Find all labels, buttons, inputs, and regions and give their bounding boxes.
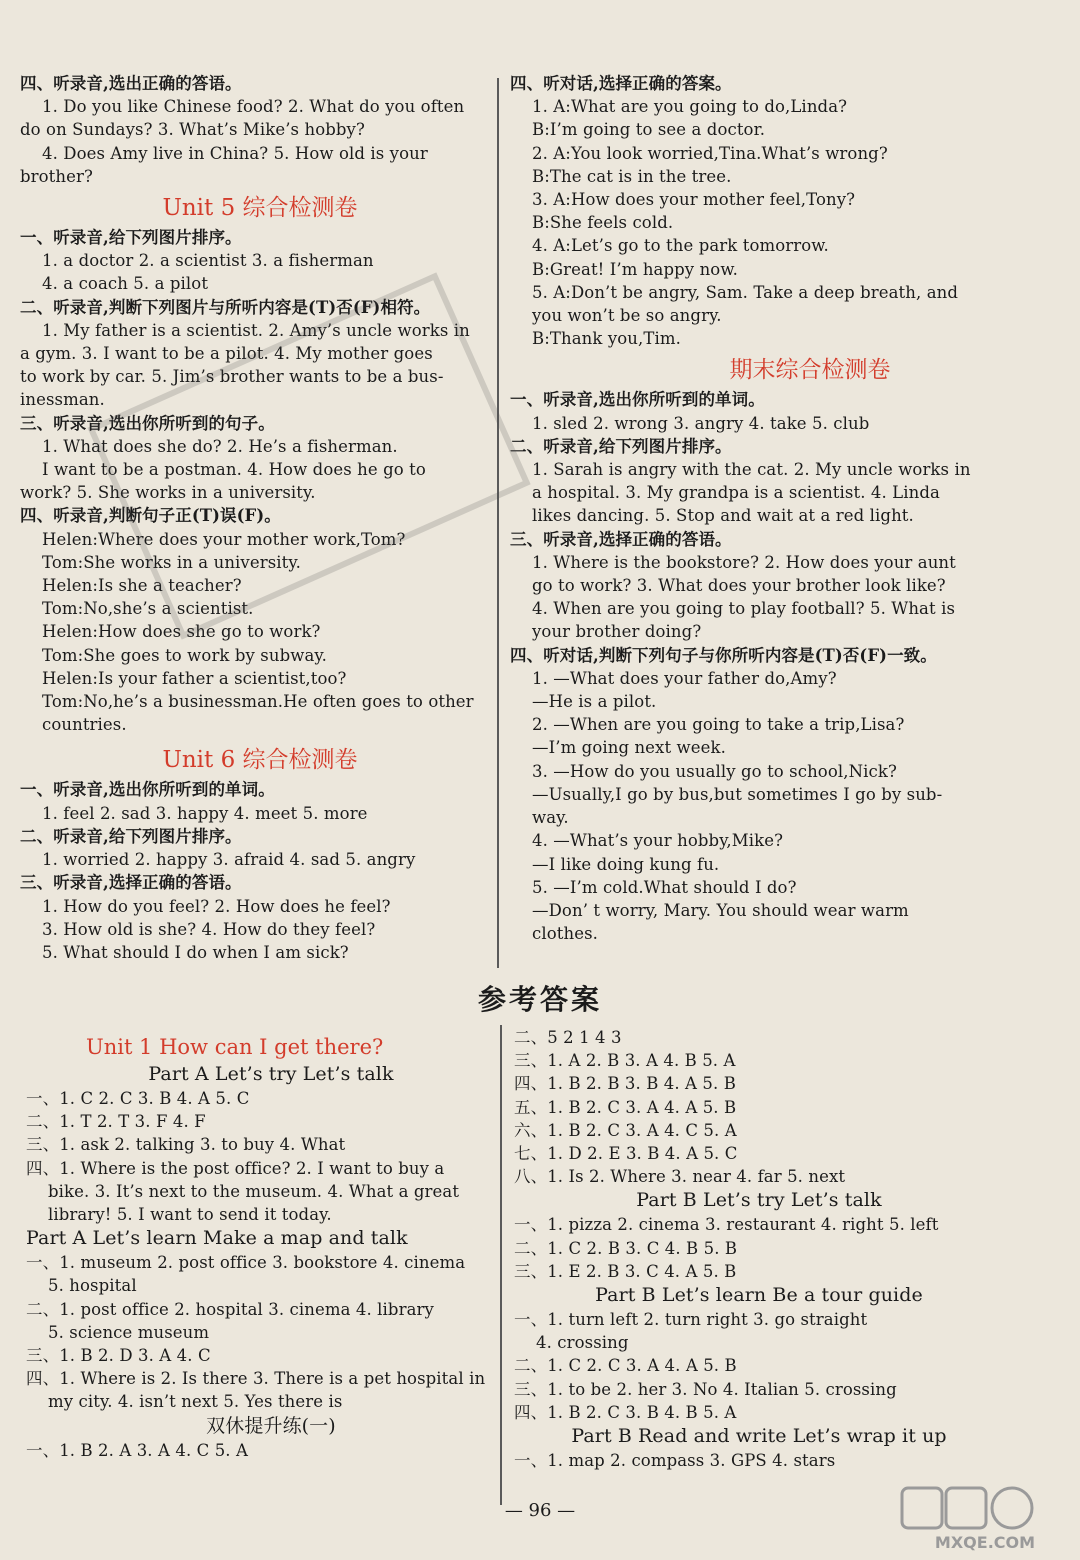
ans-right-line: 二、5 2 1 4 3: [514, 1028, 622, 1047]
left-u6-line: 5. What should I do when I am sick?: [42, 942, 349, 962]
answers-divider: [500, 1025, 502, 1505]
column-divider: [497, 78, 499, 968]
ans-left-line: 二、1. T 2. T 3. F 4. F: [26, 1112, 206, 1132]
right-final-line: likes dancing. 5. Stop and wait at a red light.: [532, 506, 914, 526]
right-final-line: 3. —How do you usually go to school,Nick?: [532, 761, 897, 781]
site-logo-watermark: [900, 1484, 1070, 1554]
ans-left-line: Part A Let’s try Let’s talk: [148, 1063, 394, 1085]
right-final-line: 二、听录音,给下列图片排序。: [510, 436, 732, 456]
left-u5-line: 一、听录音,给下列图片排序。: [20, 228, 242, 248]
right-final-line: 1. Where is the bookstore? 2. How does your aunt: [532, 552, 956, 572]
right-top-line: 4. A:Let’s go to the park tomorrow.: [532, 236, 829, 256]
right-top-line: 3. A:How does your mother feel,Tony?: [532, 190, 856, 210]
ans-left-line: 一、1. B 2. A 3. A 4. C 5. A: [26, 1440, 249, 1460]
ans-right-line: 四、1. B 2. B 3. B 4. A 5. B: [514, 1074, 736, 1094]
left-u5-line: Helen:Where does your mother work,Tom?: [42, 529, 406, 549]
right-top-line: 1. A:What are you going to do,Linda?: [532, 97, 848, 117]
answers-right: [514, 1026, 1004, 1472]
left-u6-line: 1. feel 2. sad 3. happy 4. meet 5. more: [42, 803, 368, 823]
left-u6-line: 1. worried 2. happy 3. afraid 4. sad 5. angry: [42, 850, 416, 870]
left-u5-line: 1. My father is a scientist. 2. Amy’s uncle works in: [42, 320, 470, 340]
right-top-line: 5. A:Don’t be angry, Sam. Take a deep breath, and: [532, 282, 959, 302]
ans-left-line: 双休提升练(一): [206, 1414, 336, 1437]
right-top-line: 2. A:You look worried,Tina.What’s wrong?: [532, 143, 888, 163]
right-top-line: B:Great! I’m happy now.: [532, 259, 738, 279]
final-exam-section: [510, 388, 1000, 945]
left-u5-line: 三、听录音,选出你所听到的句子。: [20, 413, 275, 433]
left-u5-line: work? 5. She works in a university.: [20, 483, 316, 503]
left-top-line: 四、听录音,选出正确的答语。: [20, 74, 242, 93]
right-final-line: —I like doing kung fu.: [532, 854, 720, 874]
answers-unit1-heading: Unit 1 How can I get there?: [86, 1035, 384, 1059]
ans-left-line: 三、1. B 2. D 3. A 4. C: [26, 1346, 211, 1366]
unit6-section: [20, 778, 500, 964]
left-u5-line: Tom:No,she’s a scientist.: [42, 599, 254, 619]
ans-left-line: Part A Let’s learn Make a map and talk: [26, 1227, 408, 1250]
left-u5-line: countries.: [42, 715, 127, 735]
right-final-line: 四、听对话,判断下列句子与你所听内容是(T)否(F)一致。: [510, 645, 937, 665]
right-top-section: [510, 72, 1000, 350]
left-u6-line: 二、听录音,给下列图片排序。: [20, 826, 242, 846]
left-top-line: 4. Does Amy live in China? 5. How old is your: [42, 143, 428, 163]
left-u5-line: inessman.: [20, 390, 105, 410]
left-u5-line: Helen:Is she a teacher?: [42, 576, 242, 596]
ans-right-line: 一、1. map 2. compass 3. GPS 4. stars: [514, 1451, 836, 1471]
right-final-line: 5. —I’m cold.What should I do?: [532, 877, 797, 897]
right-final-line: clothes.: [532, 924, 598, 944]
right-final-line: 三、听录音,选择正确的答语。: [510, 529, 732, 549]
ans-right-line: 四、1. B 2. C 3. B 4. B 5. A: [514, 1402, 737, 1422]
page-number: — 96 —: [504, 1500, 576, 1521]
right-final-line: 4. When are you going to play football? 5. What is: [532, 599, 956, 619]
answers-title: 参考答案: [477, 983, 602, 1016]
right-final-line: —Don’ t worry, Mary. You should wear warm: [532, 900, 909, 920]
right-top-line: B:Thank you,Tim.: [532, 329, 681, 349]
unit5-heading: Unit 5 综合检测卷: [162, 195, 358, 222]
ans-right-line: 六、1. B 2. C 3. A 4. C 5. A: [514, 1120, 737, 1140]
ans-left-line: 5. science museum: [48, 1322, 210, 1342]
right-final-line: your brother doing?: [532, 622, 702, 642]
left-u5-line: Tom:She goes to work by subway.: [42, 645, 327, 665]
ans-left-line: library! 5. I want to send it today.: [48, 1205, 332, 1225]
right-final-line: 4. —What’s your hobby,Mike?: [532, 831, 784, 851]
ans-left-line: 四、1. Where is the post office? 2. I want to buy a: [26, 1158, 445, 1178]
right-final-line: go to work? 3. What does your brother look like?: [532, 576, 946, 596]
right-final-line: 1. sled 2. wrong 3. angry 4. take 5. club: [532, 413, 870, 433]
ans-right-line: 三、1. A 2. B 3. A 4. B 5. A: [514, 1051, 736, 1071]
left-top-section: [20, 72, 500, 188]
left-u5-line: 1. What does she do? 2. He’s a fisherman.: [42, 436, 398, 456]
left-u5-line: a gym. 3. I want to be a pilot. 4. My mother goes: [20, 344, 433, 364]
ans-right-line: 二、1. C 2. B 3. C 4. B 5. B: [514, 1238, 738, 1258]
right-top-line: 四、听对话,选择正确的答案。: [510, 74, 732, 93]
right-final-line: a hospital. 3. My grandpa is a scientist. 4. Linda: [532, 483, 940, 503]
right-top-line: B:I’m going to see a doctor.: [532, 120, 766, 140]
ans-right-line: 三、1. E 2. B 3. C 4. A 5. B: [514, 1261, 737, 1281]
right-final-line: —Usually,I go by bus,but sometimes I go by sub-: [532, 784, 943, 804]
ans-right-line: 4. crossing: [536, 1333, 629, 1353]
right-final-line: way.: [532, 808, 569, 828]
left-u5-line: Helen:How does she go to work?: [42, 622, 321, 642]
ans-left-line: 二、1. post office 2. hospital 3. cinema 4. library: [26, 1299, 434, 1319]
final-exam-heading: 期末综合检测卷: [729, 357, 891, 384]
ans-right-line: 一、1. turn left 2. turn right 3. go straight: [514, 1310, 868, 1330]
ans-left-line: 一、1. C 2. C 3. B 4. A 5. C: [26, 1089, 250, 1108]
left-u6-line: 1. How do you feel? 2. How does he feel?: [42, 896, 391, 916]
ans-left-line: my city. 4. isn’t next 5. Yes there is: [48, 1392, 343, 1412]
left-u6-line: 3. How old is she? 4. How do they feel?: [42, 919, 376, 939]
left-u5-line: 4. a coach 5. a pilot: [42, 274, 209, 294]
left-u5-line: Tom:No,he’s a businessman.He often goes to other: [42, 692, 474, 712]
right-final-line: —He is a pilot.: [532, 692, 657, 712]
left-u5-line: to work by car. 5. Jim’s brother wants to be a bus-: [20, 367, 444, 387]
left-u5-line: I want to be a postman. 4. How does he go to: [42, 460, 426, 480]
right-top-line: B:She feels cold.: [532, 213, 674, 233]
right-final-line: 一、听录音,选出你所听到的单词。: [510, 390, 765, 410]
ans-left-line: bike. 3. It’s next to the museum. 4. What a great: [48, 1181, 460, 1201]
ans-right-line: 七、1. D 2. E 3. B 4. A 5. C: [514, 1144, 738, 1164]
right-final-line: —I’m going next week.: [532, 738, 726, 758]
ans-right-line: 八、1. Is 2. Where 3. near 4. far 5. next: [514, 1167, 846, 1187]
answers-right-list: [514, 1026, 1004, 1472]
ans-left-line: 一、1. museum 2. post office 3. bookstore 4. cinema: [26, 1253, 466, 1273]
ans-right-line: Part B Let’s try Let’s talk: [636, 1189, 882, 1212]
left-top-line: brother?: [20, 166, 93, 186]
left-u5-line: Tom:She works in a university.: [42, 552, 301, 572]
left-u5-line: 二、听录音,判断下列图片与所听内容是(T)否(F)相符。: [20, 297, 431, 317]
ans-right-line: 一、1. pizza 2. cinema 3. restaurant 4. right 5. left: [514, 1215, 939, 1235]
ans-right-line: 三、1. to be 2. her 3. No 4. Italian 5. crossing: [514, 1379, 897, 1399]
answers-left: [26, 1032, 516, 1462]
right-top-line: B:The cat is in the tree.: [532, 166, 732, 186]
left-top-line: do on Sundays? 3. What’s Mike’s hobby?: [20, 120, 365, 140]
left-u6-line: 一、听录音,选出你所听到的单词。: [20, 780, 275, 800]
left-u5-line: Helen:Is your father a scientist,too?: [42, 668, 347, 688]
ans-right-line: 二、1. C 2. C 3. A 4. A 5. B: [514, 1356, 737, 1376]
left-top-line: 1. Do you like Chinese food? 2. What do you often: [42, 97, 465, 117]
ans-left-line: 四、1. Where is 2. Is there 3. There is a pet hospital in: [26, 1369, 486, 1389]
left-u6-line: 三、听录音,选择正确的答语。: [20, 873, 242, 893]
right-final-line: 1. —What does your father do,Amy?: [532, 668, 837, 688]
svg-text:MXQE.COM: MXQE.COM: [934, 1533, 1036, 1552]
left-u5-line: 1. a doctor 2. a scientist 3. a fisherman: [42, 251, 374, 271]
right-column: [510, 72, 1000, 945]
ans-left-line: 三、1. ask 2. talking 3. to buy 4. What: [26, 1135, 346, 1155]
right-top-line: you won’t be so angry.: [532, 306, 722, 326]
ans-right-line: Part B Let’s learn Be a tour guide: [595, 1284, 923, 1307]
unit6-heading: Unit 6 综合检测卷: [162, 747, 358, 774]
ans-left-line: 5. hospital: [48, 1276, 137, 1296]
ans-right-line: 五、1. B 2. C 3. A 4. A 5. B: [514, 1097, 737, 1117]
left-u5-line: 四、听录音,判断句子正(T)误(F)。: [20, 506, 281, 526]
right-final-line: 1. Sarah is angry with the cat. 2. My uncle works in: [532, 460, 971, 480]
right-final-line: 2. —When are you going to take a trip,Lisa?: [532, 715, 905, 735]
answers-left-list: [26, 1062, 516, 1462]
ans-right-line: Part B Read and write Let’s wrap it up: [571, 1425, 947, 1448]
